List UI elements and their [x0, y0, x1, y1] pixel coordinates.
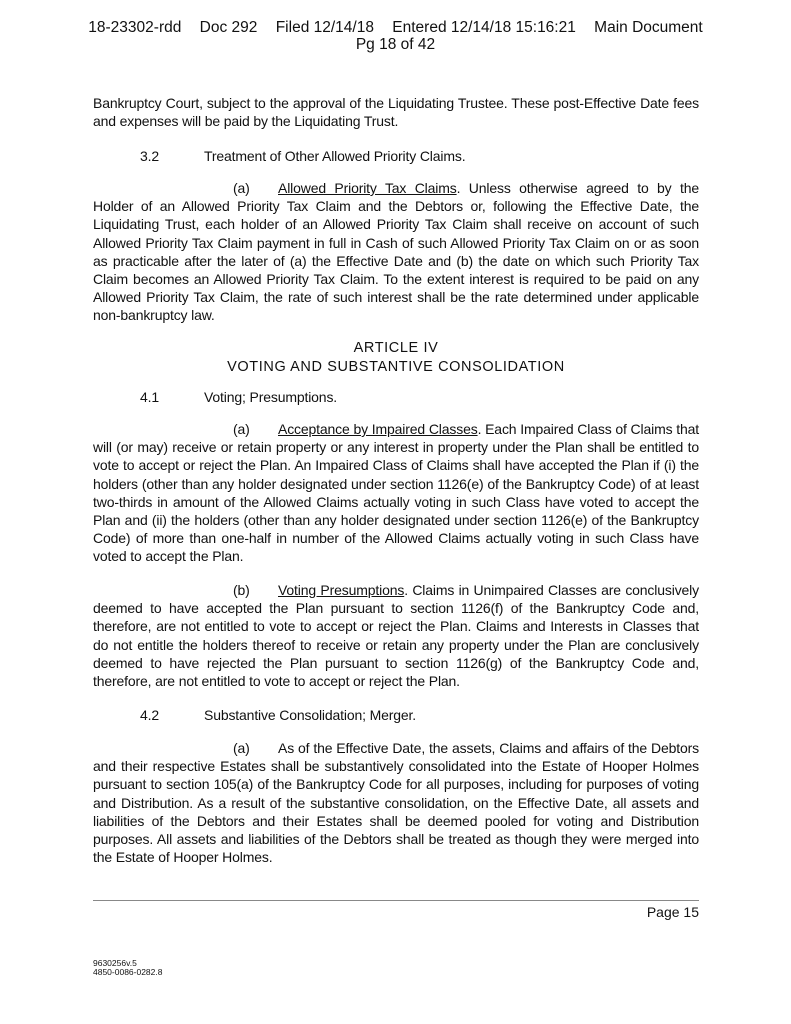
- clause-text: . Each Impaired Class of Claims that will (or may) receive or retain property or any interest in property under the Plan shall be entitled to vote to accept or reject the Plan. An Impaired Class of Claims shall have accepted the Plan if (i) the holders (other than any holder designated under section 1126(e) of the Bankruptcy Code) of at least two-thirds in amount of the Allowed Claims actually voting in such Class have voted to accept the Plan and (ii) the holders (other than any holder designated under section 1126(e) of the Bankruptcy Code) of more than one-half in number of the Allowed Claims actually voting in such Class have voted to accept the Plan.: [93, 421, 699, 565]
- clause-label: (a): [233, 180, 250, 196]
- doc-id-1: 9630256v.5: [93, 958, 137, 968]
- article-title: VOTING AND SUBSTANTIVE CONSOLIDATION: [227, 358, 565, 375]
- clause-heading: Voting Presumptions: [278, 582, 405, 598]
- clause-text: . Unless otherwise agreed to by the Holder of an Allowed Priority Tax Claim and the Debtors or, following the Effective Date, the Liquidating Trust, each holder of an Allowed Priority Tax Claim shall receive on account of such Allowed Priority Tax Claim payment in full in Cash of such Allowed Priority Tax Claim on or as soon as practicable after the later of (a) the Effective Date and (b) the date on which such Priority Tax Claim becomes an Allowed Priority Tax Claim. To the extent interest is required to be paid on any Allowed Priority Tax Claim, the rate of such interest shall be the rate determined under applicable non-bankruptcy law.: [93, 180, 699, 324]
- article-heading: [93, 339, 699, 376]
- paragraph-continuation: Bankruptcy Court, subject to the approval of the Liquidating Trustee. These post-Effective Date fees and expenses will be paid by the Liquidating Trust.: [93, 95, 699, 130]
- section-title: Substantive Consolidation; Merger.: [204, 707, 417, 723]
- clause-label: (a): [233, 740, 250, 756]
- page-of: Pg 18 of 42: [355, 36, 436, 53]
- clause-text: . Claims in Unimpaired Classes are conclusively deemed to have accepted the Plan pursuant to section 1126(f) of the Bankruptcy Code and, therefore, are not entitled to vote to accept or reject the Plan. Claims and Interests in Classes that do not entitle the holders thereof to receive or retain any property under the Plan are conclusively deemed to have rejected the Plan pursuant to section 1126(g) of the Bankruptcy Code and, therefore, are not entitled to vote to accept or reject the Plan.: [93, 582, 699, 690]
- clause-label: (a): [233, 421, 250, 437]
- clause-heading: Acceptance by Impaired Classes: [278, 421, 478, 437]
- filing-header: [0, 19, 791, 37]
- section-number: 3.2: [140, 148, 160, 164]
- clause-label: (b): [233, 582, 250, 598]
- section-3-2-a: [93, 179, 699, 325]
- entered-date: Entered 12/14/18 15:16:21: [392, 19, 576, 36]
- doc-id-2: 4850-0086-0282.8: [93, 967, 163, 977]
- section-3-2-heading: [93, 147, 699, 165]
- clause-text: As of the Effective Date, the assets, Claims and affairs of the Debtors and their respective Estates shall be substantively consolidated into the Estate of Hooper Holmes pursuant to section 105(a) of the Bankruptcy Code for all purposes, including for purposes of voting and Distribution. As a result of the substantive consolidation, on the Effective Date, all assets and liabilities of the Debtors and their Estates shall be deemed pooled for voting and Distribution purposes. All assets and liabilities of the Debtors shall be treated as though they were merged into the Estate of Hooper Holmes.: [93, 740, 699, 866]
- section-title: Voting; Presumptions.: [204, 389, 338, 405]
- section-4-1-a: [93, 420, 699, 566]
- section-number: 4.1: [140, 389, 160, 405]
- footer-divider: [93, 900, 699, 901]
- section-4-2-heading: [93, 706, 699, 724]
- page-number: Page 15: [646, 904, 699, 920]
- section-4-1-b: [93, 581, 699, 690]
- section-number: 4.2: [140, 707, 160, 723]
- article-number: ARTICLE IV: [353, 340, 439, 356]
- section-4-1-heading: [93, 388, 699, 406]
- doc-number: Doc 292: [199, 19, 258, 36]
- section-title: Treatment of Other Allowed Priority Claims.: [204, 148, 466, 164]
- main-document: Main Document: [594, 19, 703, 36]
- clause-heading: Allowed Priority Tax Claims: [278, 180, 457, 196]
- case-number: 18-23302-rdd: [88, 19, 182, 36]
- filed-date: Filed 12/14/18: [275, 19, 374, 36]
- section-4-2-a: [93, 739, 699, 866]
